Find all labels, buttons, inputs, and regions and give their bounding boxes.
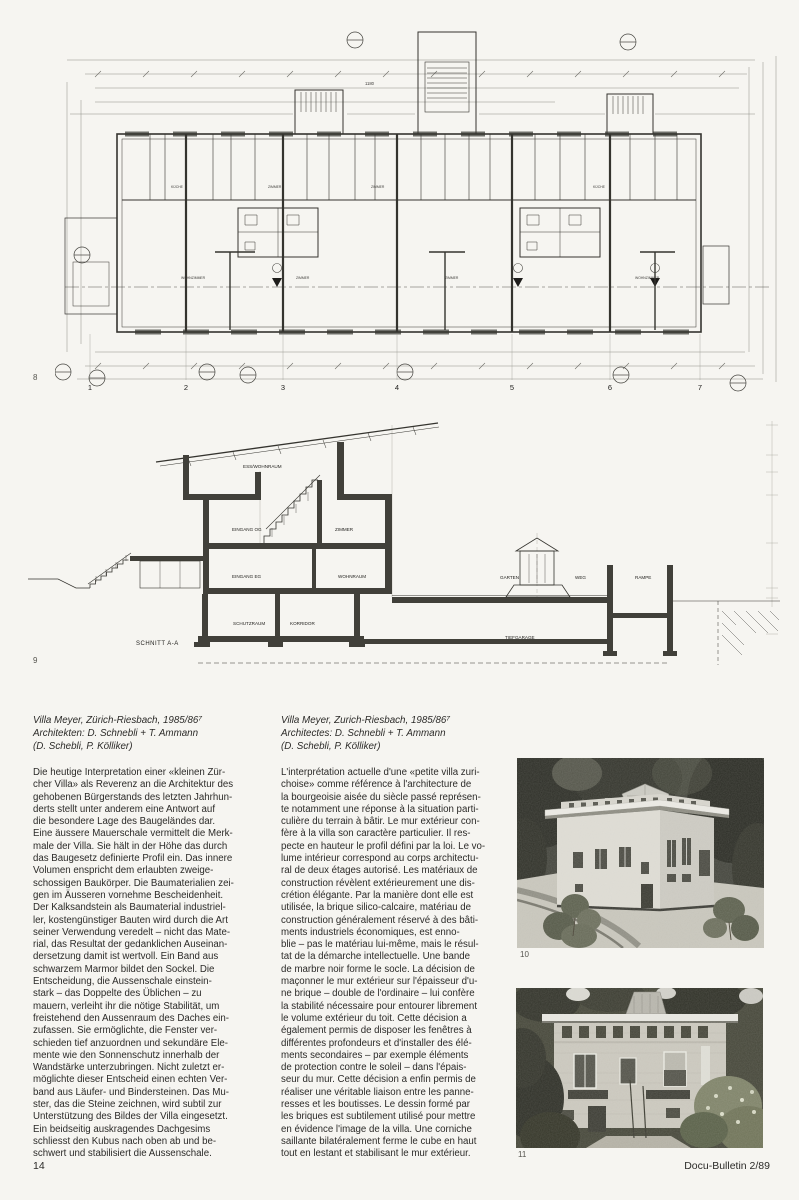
section-label-corridor: KORRIDOR [290, 621, 315, 626]
article-credit: (D. Schebli, P. Kölliker) [281, 741, 381, 752]
room-label: WOHNZIMMER [635, 276, 660, 280]
text-line: te notamment une réponse à la situation parti- [281, 803, 479, 815]
text-line: fère à la villa son caractère particulier. Il res- [281, 828, 471, 840]
plan-building-outline [117, 134, 701, 332]
article-title: Villa Meyer, Zürich-Riesbach, 1985/86⁷ [33, 715, 203, 726]
text-line: construction révèlent extérieurement une dis- [281, 877, 475, 889]
text-line: Unterstützung des Bildes der Villa eingesetzt. [33, 1111, 228, 1123]
section-roof [156, 423, 439, 466]
plan-interior-walls [65, 134, 729, 332]
section-drawing [28, 415, 780, 680]
article-subtitle: Architectes: D. Schnebli + T. Ammann [281, 728, 446, 739]
text-line: pecte en hauteur le profil défini par la loi. Le vo- [281, 840, 486, 852]
section-cut-structure [130, 442, 677, 656]
section-label-living: WOHNRAUM [338, 574, 367, 579]
grid-number: 5 [509, 383, 515, 392]
text-line: L'interprétation actuelle d'une «petite villa zuri- [281, 767, 480, 778]
article-credit: (D. Schebli, P. Kölliker) [33, 741, 133, 752]
text-line: réaliser une véritable liaison entre les panne- [281, 1086, 474, 1098]
text-line: Volumen enspricht dem erlaubten zweige- [33, 865, 214, 877]
text-line: schwert und stabilisiert die Aussenschale. [33, 1148, 212, 1160]
text-line: différentes profondeurs et d'installer des élé- [281, 1037, 472, 1049]
text-line: ral de deux étages autorisé. Les matériaux de [281, 865, 478, 877]
text-line: ne brique – double de l'ordinaire – lui confère [281, 988, 475, 1000]
text-line: Der Kalksandstein als Baumaterial industriel- [33, 902, 226, 914]
article-french-body [281, 767, 525, 1161]
publication-title: Docu-Bulletin 2/89 [684, 1160, 770, 1172]
text-line: die besondere Lage des Baugeländes dar. [33, 816, 216, 828]
article-french-header [281, 714, 525, 753]
text-line: seiner Verwendung veredelt – nicht das Mate- [33, 926, 231, 938]
text-line: culière du terrain à bâtir. Le mur extérieur con- [281, 816, 480, 828]
article-subtitle: Architekten: D. Schnebli + T. Ammann [33, 728, 199, 739]
text-line: ments secondaires – par exemple éléments [281, 1049, 469, 1061]
section-figure [28, 415, 780, 680]
text-line: lume intérieur correspond au corps architectu- [281, 853, 479, 865]
text-line: Ein beidseitig auskragendes Dachgesims [33, 1123, 211, 1135]
plan-stair-towers [295, 32, 653, 134]
text-line: derts stellt unter anderem eine Antwort auf [33, 803, 216, 815]
text-line: également permis de disposer les fenêtres à [281, 1025, 472, 1037]
section-label-garage: TIEFGARAGE [505, 635, 535, 640]
text-line: das Baugesetz definierte Profil ein. Das innere [33, 853, 233, 865]
text-line: schossigen Baukörper. Die Baumaterialien zei- [33, 877, 234, 889]
text-line: möglichte dieser Entscheid einen echten Ver- [33, 1074, 228, 1086]
text-line: freistehend den Aussenraum des Daches ein- [33, 1012, 230, 1024]
room-label: ZIMMER [296, 276, 310, 280]
room-label: KÜCHE [593, 185, 605, 189]
text-line: de protection contre le soleil – dans l'épais- [281, 1062, 467, 1074]
room-label: KÜCHE [171, 185, 183, 189]
text-line: Eine äussere Mauerschale vermittelt die Merk- [33, 828, 233, 840]
photo-villa-corner-view [517, 758, 764, 948]
plan-section-line [65, 264, 770, 288]
plan-grid-bubbles [55, 32, 746, 391]
photo-villa-front-view-image [516, 988, 763, 1148]
dim-label: 1180 [365, 81, 375, 86]
article-german-header [33, 714, 277, 753]
text-line: le volume extérieur du toit. Cette décision a [281, 1012, 467, 1024]
text-line: schwarzem Marmor bildet den Sockel. Die [33, 963, 215, 975]
photo-caption-11: 11 [518, 1150, 527, 1159]
text-line: schieden tief anzuordnen und sekundäre Ele- [33, 1037, 228, 1049]
photo-villa-corner-view-image [517, 758, 764, 948]
photo-villa-front-view [516, 988, 763, 1148]
text-line: zufassen. Sie ermöglichte, die Fenster ver- [33, 1025, 218, 1037]
floor-plan-figure [55, 22, 780, 397]
section-label-attic: ESS/WOHNRAUM [243, 464, 282, 469]
text-line: band aus Läufer- und Bindersteinen. Das Mu- [33, 1086, 230, 1098]
plan-room-labels [171, 81, 660, 280]
text-line: maçonner le mur extérieur sur l'épaisseur d'u- [281, 976, 478, 988]
text-line: Wandstärke unterzubringen. Nicht zuletzt er- [33, 1062, 225, 1074]
text-line: gehobenen Bürgerstands des letzten Jahrhun- [33, 791, 233, 803]
figure-number-plan: 8 [33, 373, 38, 382]
text-line: de marbre noir forme le socle. La décision de [281, 963, 475, 975]
text-line: resses et les boutisses. Le dessin formé par [281, 1099, 470, 1111]
text-line: gen im Äusseren vornehme Bescheidenheit. [33, 889, 224, 901]
text-line: male der Villa. Sie hält in der Höhe das durch [33, 840, 228, 852]
room-label: ZIMMER [445, 276, 459, 280]
section-label-ramp: RAMPE [635, 575, 652, 580]
text-line: rial, das Resultat der gedanklichen Auseinan- [33, 939, 228, 951]
text-line: tout en lestant et stabilisant le mur extérieur. [281, 1148, 471, 1160]
grid-number: 3 [280, 383, 286, 392]
text-line: stark – das Doppelte des Üblichen – zu [33, 988, 202, 1000]
section-labels [136, 464, 651, 647]
room-label: WOHNZIMMER [181, 276, 206, 280]
section-label-garden: GARTEN [500, 575, 520, 580]
article-german-body [33, 767, 277, 1161]
floor-plan-drawing [55, 22, 780, 397]
text-line: dersetzung damit ist wertvoll. Ein Band aus [33, 951, 219, 963]
article-title: Villa Meyer, Zurich-Riesbach, 1985/86⁷ [281, 715, 451, 726]
section-label-shelter: SCHUTZRAUM [233, 621, 266, 626]
text-line: crétion élégante. Par la manière dont elle est [281, 889, 474, 901]
page-number: 14 [33, 1160, 45, 1172]
text-line: utilisée, la brique silico-calcaire, matériau de [281, 902, 472, 914]
photo-grain [517, 758, 764, 948]
text-line: saillante bilatéralement ferme le cube en haut [281, 1135, 477, 1147]
grid-number: 6 [607, 383, 613, 392]
text-line: cher Villa» als Reverenz an die Architektur des [33, 779, 234, 791]
section-title: SCHNITT A-A [136, 641, 179, 647]
text-line: tat de la démarche intellectuelle. Une bande [281, 951, 471, 963]
text-line: en évidence l'image de la villa. Une corniche [281, 1123, 472, 1135]
text-line: choise» comme référence à l'architecture de [281, 779, 472, 791]
text-line: la stabilité nécessaire pour entourer librement [281, 1000, 478, 1012]
article-german [33, 714, 277, 1161]
text-line: ster, das die Steine zeichnen, wird subtil zur [33, 1099, 222, 1111]
text-line: mauern, verleiht ihr die nötige Stabilität, um [33, 1000, 220, 1012]
text-line: Entscheidung, die Aussenschale einstein- [33, 976, 212, 988]
section-label-entry-ground: EINGANG EG [232, 574, 262, 579]
grid-number: 7 [697, 383, 703, 392]
grid-number: 4 [394, 383, 400, 392]
room-label: ZIMMER [371, 185, 385, 189]
text-line: schliesst den Kubus nach oben ab und be- [33, 1135, 217, 1147]
photo-grain [516, 988, 763, 1148]
room-label: ZIMMER [268, 185, 282, 189]
text-line: blie – pas le matériau lui-même, mais le résul- [281, 939, 479, 951]
text-line: construction généralement réservé à des bâti- [281, 914, 479, 926]
photo-caption-10: 10 [520, 950, 529, 959]
text-line: seur du mur. Cette décision a enfin permis de [281, 1074, 476, 1086]
section-label-room: ZIMMER [335, 527, 354, 532]
section-label-path: WEG [575, 575, 586, 580]
grid-number: 2 [183, 383, 189, 392]
article-french [281, 714, 525, 1161]
text-line: ler, kostengünstiger Bauten wird durch die Art [33, 914, 228, 926]
plan-grid-numbers [88, 334, 702, 392]
section-label-entry-upper: EINGANG OG [232, 527, 262, 532]
text-line: la bourgeoisie aisée du siècle passé représen- [281, 791, 481, 803]
text-line: mente wie den Sonnenschutz innerhalb der [33, 1049, 220, 1061]
figure-number-section: 9 [33, 656, 38, 665]
text-line: Die heutige Interpretation einer «kleinen Zür- [33, 767, 226, 778]
text-line: ments industriels économiques, est enno- [281, 926, 460, 938]
text-line: les briques est subtilement utilisé pour mettre [281, 1111, 476, 1123]
grid-number: 1 [87, 383, 93, 392]
